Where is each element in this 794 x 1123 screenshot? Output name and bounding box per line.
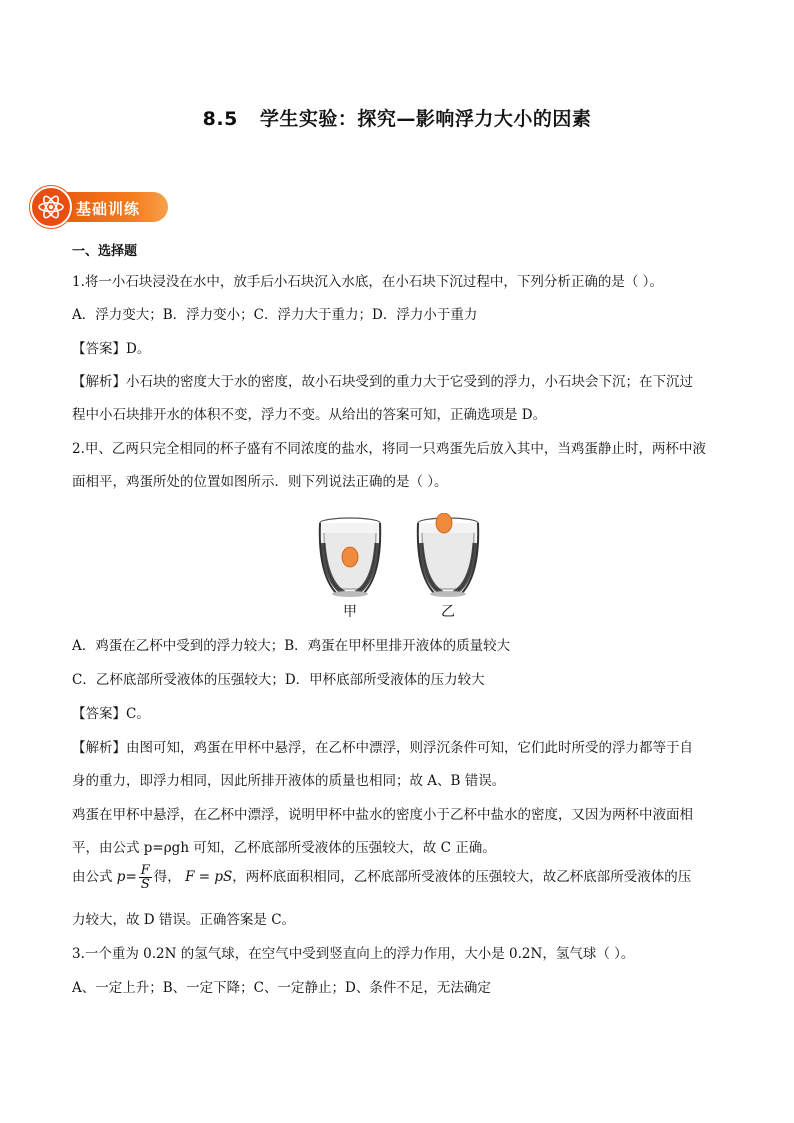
q2-answer: 【答案】C。: [72, 706, 150, 722]
q1-options: A．浮力变大；B．浮力变小；C．浮力大于重力；D．浮力小于重力: [72, 307, 478, 323]
formula-f-ps: F = pS: [185, 869, 233, 885]
q1-analysis-1: 【解析】小石块的密度大于水的密度，故小石块受到的重力大于它受到的浮力，小石块会下沉；在下沉过: [72, 374, 693, 390]
title-text: 学生实验：探究—影响浮力大小的因素: [259, 108, 592, 130]
q1-stem: 1.将一小石块浸没在水中，放手后小石块沉入水底，在小石块下沉过程中，下列分析正确的是（ ）。: [72, 274, 663, 290]
q2-figure: [314, 513, 484, 623]
q2-stem-1: 2.甲、乙两只完全相同的杯子盛有不同浓度的盐水，将同一只鸡蛋先后放入其中，当鸡蛋静止时，两杯中液: [72, 441, 706, 457]
formula-p: p: [116, 869, 126, 885]
formula-numerator: F: [140, 863, 150, 878]
section-heading: 一、选择题: [72, 244, 138, 259]
formula-suffix: ，两杯底面积相同，乙杯底部所受液体的压强较大，故乙杯底部所受液体的压: [232, 869, 692, 885]
q2-analysis-1: 【解析】由图可知，鸡蛋在甲杯中悬浮，在乙杯中漂浮，则浮沉条件可知，它们此时所受的浮力都等于自: [72, 740, 693, 756]
q3-options: A、一定上升；B、一定下降；C、一定静止；D、条件不足，无法确定: [72, 980, 491, 996]
cup-jia-illustration: [314, 513, 394, 605]
q3-stem: 3.一个重为 0.2N 的氢气球，在空气中受到竖直向上的浮力作用，大小是 0.2N，氢气球（ ）。: [72, 946, 635, 962]
q2-analysis-2: 身的重力，即浮力相同，因此所排开液体的质量也相同；故 A、B 错误。: [72, 773, 506, 789]
banner-label: 基础训练: [76, 200, 141, 218]
atom-icon: [37, 193, 65, 221]
q2-analysis-6: 力较大，故 D 错误。正确答案是 C。: [72, 912, 296, 928]
figure-label-yi: 乙: [441, 604, 455, 620]
q2-options-1: A．鸡蛋在乙杯中受到的浮力较大；B．鸡蛋在甲杯里排开液体的质量较大: [72, 638, 511, 654]
egg-jia: [342, 547, 358, 567]
formula-eq: =: [125, 869, 137, 885]
section-banner: [30, 186, 170, 228]
q2-analysis-4: 平，由公式 p=ρgh 可知，乙杯底部所受液体的压强较大，故 C 正确。: [72, 840, 496, 856]
q2-analysis-3: 鸡蛋在甲杯中悬浮，在乙杯中漂浮，说明甲杯中盐水的密度小于乙杯中盐水的密度，又因为两杯中液面相: [72, 807, 693, 823]
q1-answer: 【答案】D。: [72, 341, 151, 357]
q2-options-2: C．乙杯底部所受液体的压强较大；D．甲杯底部所受液体的压力较大: [72, 672, 485, 688]
egg-yi: [436, 513, 452, 533]
formula-prefix: 由公式: [72, 869, 113, 885]
banner-badge: [30, 186, 72, 228]
q2-formula-line: [72, 864, 691, 891]
title-number: 8.5: [202, 108, 238, 130]
figure-label-jia: 甲: [343, 604, 357, 620]
q2-stem-2: 面相平，鸡蛋所处的位置如图所示．则下列说法正确的是（ ）。: [72, 474, 448, 490]
formula-denominator: S: [140, 877, 150, 892]
formula-mid: 得，: [153, 869, 181, 885]
formula-fraction: [139, 864, 152, 891]
cup-yi-illustration: [412, 513, 492, 605]
page-title: [0, 104, 794, 131]
q1-analysis-2: 程中小石块排开水的体积不变，浮力不变。从给出的答案可知，正确选项是 D。: [72, 407, 547, 423]
